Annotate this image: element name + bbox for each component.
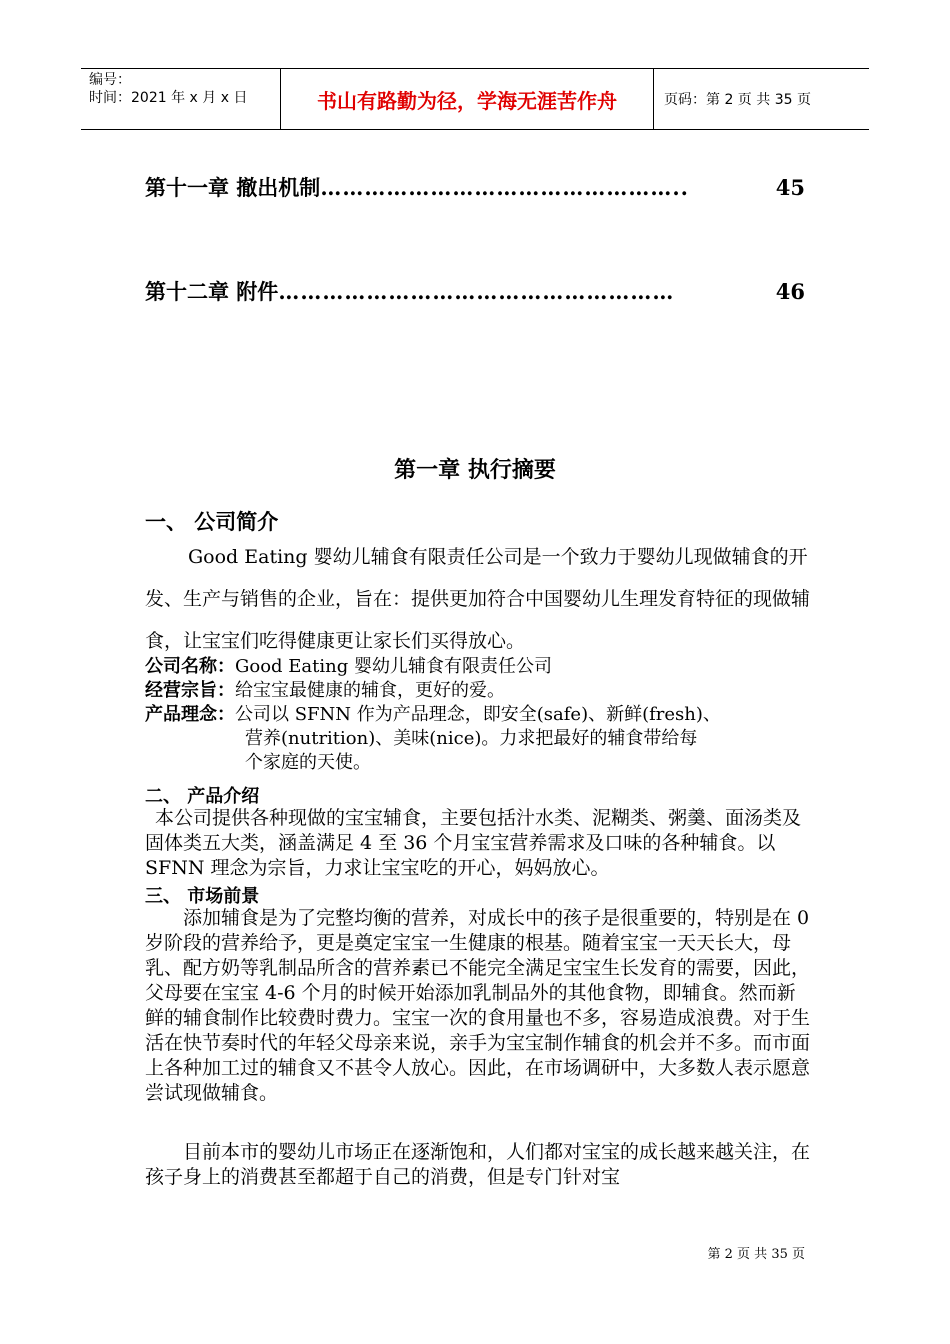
chapter-title: 第一章 执行摘要	[394, 457, 556, 483]
toc-leader: ………………………………………………	[278, 279, 675, 304]
market-paragraph-2: 目前本市的婴幼儿市场正在逐渐饱和，人们都对宝宝的成长越来越关注，在孩子身上的消费甚至都超于自己的消费，但是专门针对宝	[145, 1141, 811, 1188]
concept-row	[145, 703, 810, 727]
page-header	[81, 68, 869, 130]
concept-value-line3: 个家庭的天使。	[245, 752, 371, 773]
toc-leader: …………………………………………..	[320, 175, 689, 200]
section-heading: 一、 公司简介	[145, 510, 279, 534]
section-heading: 三、 市场前景	[145, 886, 260, 907]
time-label: 时间：2021 年 x 月 x 日	[89, 90, 248, 106]
concept-value-line1: 公司以 SFNN 作为产品理念，即安全(safe)、新鲜(fresh)、	[235, 704, 721, 725]
purpose-value: 给宝宝最健康的辅食，更好的爱。	[235, 680, 505, 701]
concept-value-line2: 营养(nutrition)、美味(nice)。力求把最好的辅食带给每	[245, 728, 698, 749]
company-name-value: Good Eating 婴幼儿辅食有限责任公司	[235, 656, 552, 677]
number-label: 编号：	[89, 72, 131, 88]
toc-title: 第十一章 撤出机制	[145, 175, 321, 200]
toc-page: 46	[775, 279, 805, 304]
product-intro-paragraph: 本公司提供各种现做的宝宝辅食，主要包括汁水类、泥糊类、粥羹、面汤类及固体类五大类，涵盖满足 4 至 36 个月宝宝营养需求及口味的各种辅食。以 SFNN 理念为宗旨，力求让宝宝吃的开心，妈妈放心。	[145, 807, 802, 879]
toc-entry[interactable]	[145, 172, 805, 202]
toc-page: 45	[775, 175, 805, 200]
toc-title: 第十二章 附件	[145, 279, 279, 304]
company-intro-paragraph: Good Eating 婴幼儿辅食有限责任公司是一个致力于婴幼儿现做辅食的开发、生产与销售的企业，旨在：提供更加符合中国婴幼儿生理发育特征的现做辅食，让宝宝们吃得健康更让家长们买得放心。	[145, 546, 811, 652]
header-page-number: 页码：第 2 页 共 35 页	[664, 92, 811, 108]
header-motto: 书山有路勤为径，学海无涯苦作舟	[281, 69, 654, 129]
concept-label: 产品理念：	[145, 704, 235, 725]
company-info	[145, 655, 810, 775]
purpose-label: 经营宗旨：	[145, 680, 235, 701]
section-heading: 二、 产品介绍	[145, 786, 260, 807]
market-paragraph-1: 添加辅食是为了完整均衡的营养，对成长中的孩子是很重要的，特别是在 0 岁阶段的营养给予，更是奠定宝宝一生健康的根基。随着宝宝一天天长大，母乳、配方奶等乳制品所含的营养素已不能完全满足宝宝生长发育的需要，因此，父母要在宝宝 4-6 个月的时候开始添加乳制品外的其他食物，即辅食。然而新鲜的辅食制作比较费时费力。宝宝一次的食用量也不多，容易造成浪费。对于生活在快节奏时代的年轻父母亲来说，亲手为宝宝制作辅食的机会并不多。而市面上各种加工过的辅食又不甚令人放心。因此，在市场调研中，大多数人表示愿意尝试现做辅食。	[145, 907, 811, 1104]
header-meta	[81, 69, 281, 129]
toc-entry[interactable]	[145, 276, 805, 306]
page-footer: 第 2 页 共 35 页	[707, 1247, 805, 1262]
purpose-row	[145, 679, 810, 703]
company-name-row	[145, 655, 810, 679]
company-name-label: 公司名称：	[145, 656, 235, 677]
